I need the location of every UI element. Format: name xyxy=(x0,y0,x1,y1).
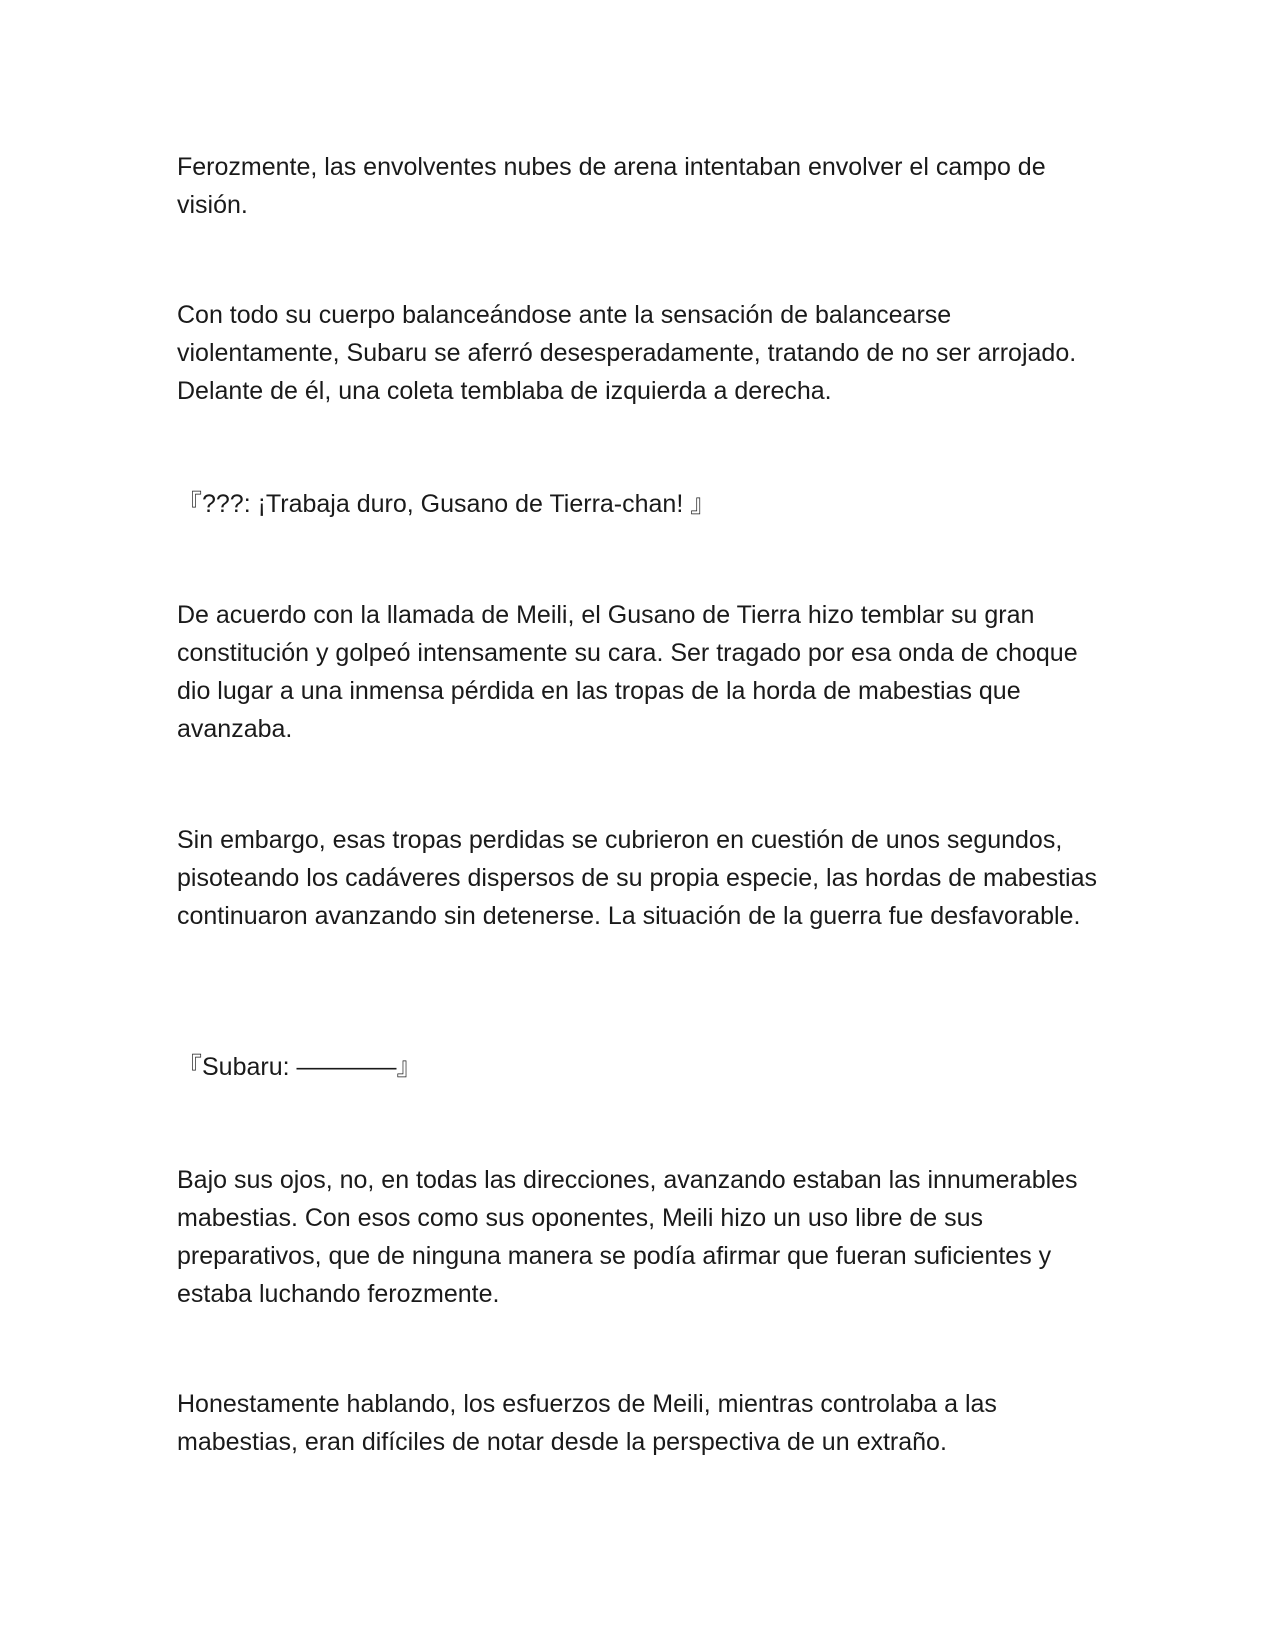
paragraph-dialogue: 『Subaru: ————』 xyxy=(177,1053,422,1081)
paragraph-narration: Con todo su cuerpo balanceándose ante la sensación de balancearse violentamente, Subaru se aferró desesperadamente, tratando de no ser arrojado. Delante de él, una coleta temblaba de izquierda a derecha. xyxy=(177,301,1077,405)
paragraph-narration: Honestamente hablando, los esfuerzos de Meili, mientras controlaba a las mabestias, eran difíciles de notar desde la perspectiva de un extraño. xyxy=(177,1390,997,1456)
paragraph-narration: De acuerdo con la llamada de Meili, el Gusano de Tierra hizo temblar su gran constitución y golpeó intensamente su cara. Ser tragado por esa onda de choque dio lugar a una inmensa pérdida en las tropas de la horda de mabestias que avanzaba. xyxy=(177,601,1078,743)
paragraph-dialogue: 『???: ¡Trabaja duro, Gusano de Tierra-chan! 』 xyxy=(177,490,716,518)
paragraph-narration: Bajo sus ojos, no, en todas las direcciones, avanzando estaban las innumerables mabestias. Con esos como sus oponentes, Meili hizo un uso libre de sus preparativos, que de ninguna manera se podía afirmar que fueran suficientes y estaba luchando ferozmente. xyxy=(177,1166,1078,1308)
paragraph-narration: Sin embargo, esas tropas perdidas se cubrieron en cuestión de unos segundos, pisoteando los cadáveres dispersos de su propia especie, las hordas de mabestias continuaron avanzando sin detenerse. La situación de la guerra fue desfavorable. xyxy=(177,826,1097,930)
paragraph-narration: Ferozmente, las envolventes nubes de arena intentaban envolver el campo de visión. xyxy=(177,153,1046,219)
